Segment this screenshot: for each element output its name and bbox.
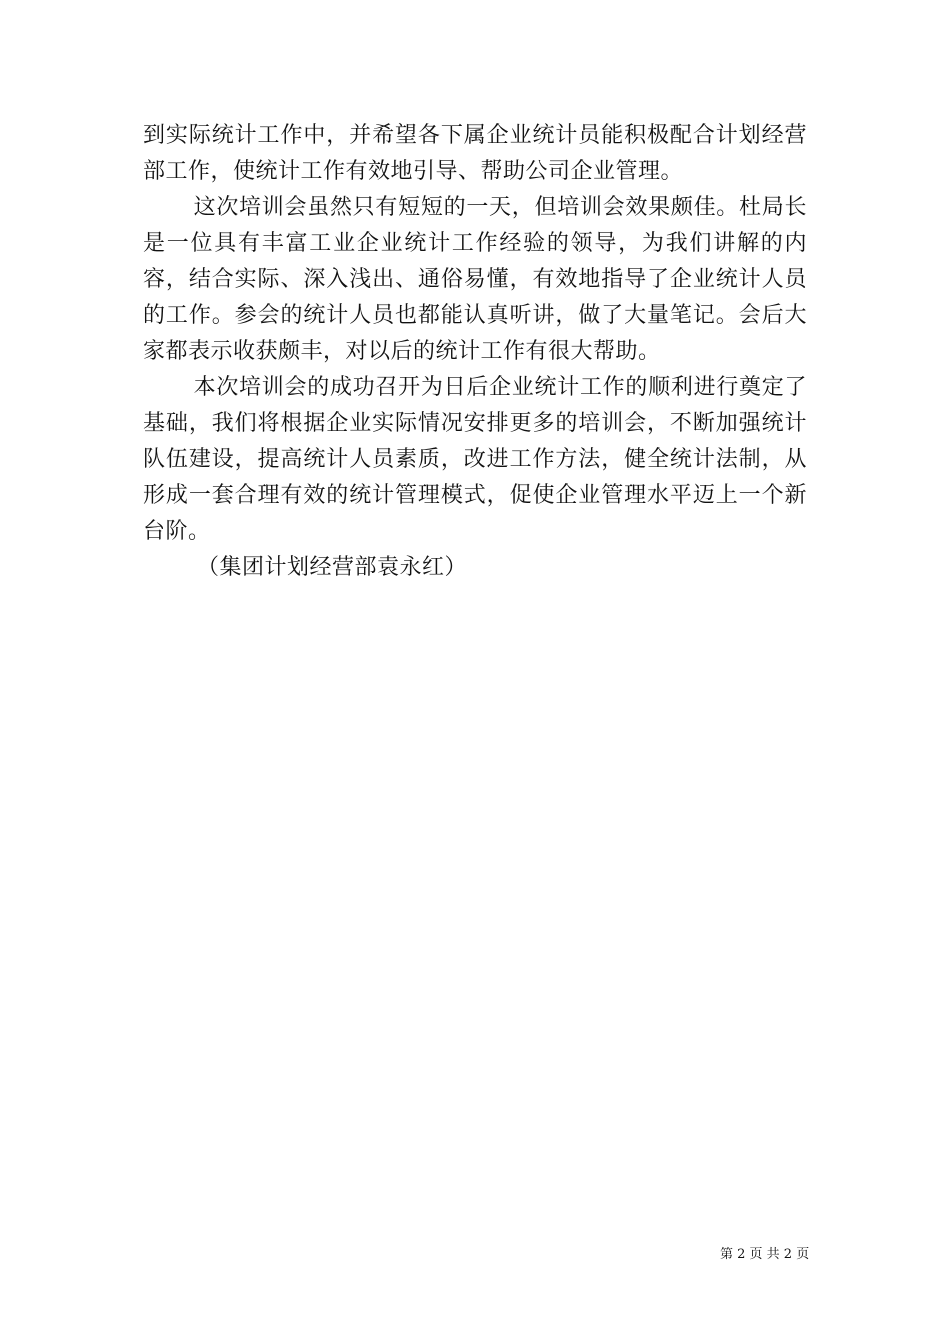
document-body [143, 118, 807, 586]
author-signature: （集团计划经营部袁永红） [197, 555, 468, 580]
paragraph-continuation: 到实际统计工作中，并希望各下属企业统计员能积极配合计划经营部工作，使统计工作有效地引导、帮助公司企业管理。 [143, 123, 807, 184]
paragraph-training-effect: 这次培训会虽然只有短短的一天，但培训会效果颇佳。杜局长是一位具有丰富工业企业统计工作经验的领导，为我们讲解的内容，结合实际、深入浅出、通俗易懂，有效地指导了企业统计人员的工作。参会的统计人员也都能认真听讲，做了大量笔记。会后大家都表示收获颇丰，对以后的统计工作有很大帮助。 [143, 195, 807, 364]
paragraph-conclusion: 本次培训会的成功召开为日后企业统计工作的顺利进行奠定了基础，我们将根据企业实际情况安排更多的培训会，不断加强统计队伍建设，提高统计人员素质，改进工作方法，健全统计法制，从形成一套合理有效的统计管理模式，促使企业管理水平迈上一个新台阶。 [143, 375, 807, 544]
page-number-footer: 第 2 页 共 2 页 [720, 1247, 810, 1262]
